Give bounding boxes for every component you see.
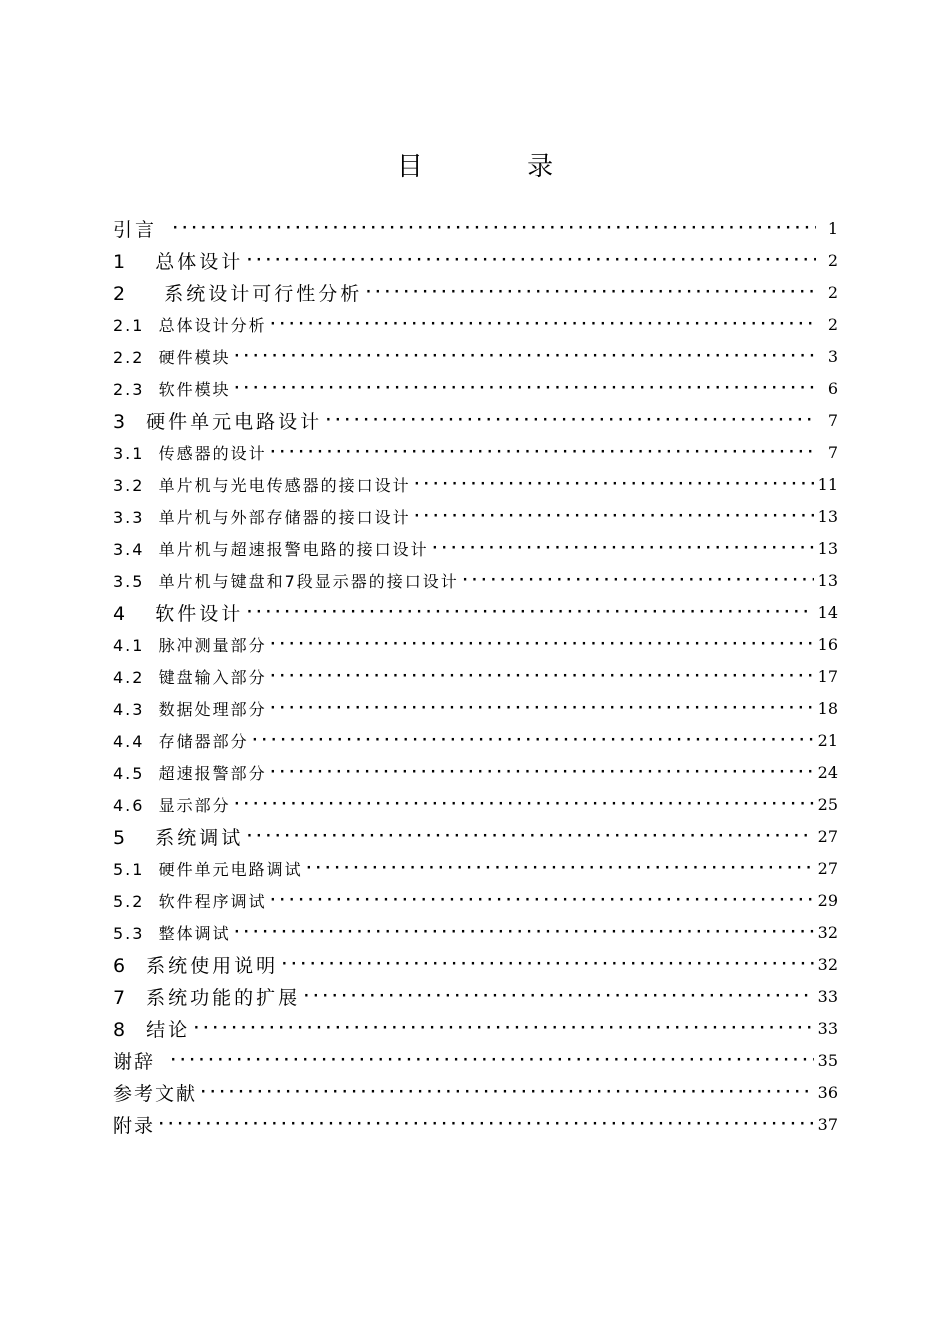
toc-entry-page: 2 (827, 250, 838, 270)
toc-entry[interactable] (113, 948, 838, 980)
toc-entry-label: 5.3 整体调试 (113, 923, 231, 943)
toc-entry-label: 6 系统使用说明 (113, 954, 279, 977)
toc-entry[interactable] (113, 916, 838, 948)
dot-leader (269, 893, 814, 907)
toc-entry-label: 引言 (113, 218, 158, 241)
toc-entry[interactable] (113, 788, 838, 820)
toc-entry[interactable] (113, 564, 838, 596)
toc-entry-page: 2 (827, 282, 838, 302)
toc-entry-page: 35 (817, 1050, 838, 1070)
toc-entry-page: 2 (827, 314, 838, 334)
toc-entry[interactable] (113, 244, 838, 276)
toc-entry-page: 33 (817, 1018, 838, 1038)
toc-entry-label: 谢辞 (113, 1050, 156, 1073)
toc-entry[interactable] (113, 820, 838, 852)
toc-entry[interactable] (113, 500, 838, 532)
toc-entry-page: 37 (817, 1114, 838, 1134)
toc-entry-label: 4.1 脉冲测量部分 (113, 635, 267, 655)
toc-entry-page: 1 (827, 218, 838, 238)
dot-leader (169, 1053, 814, 1067)
toc-entry-label: 5.2 软件程序调试 (113, 891, 267, 911)
toc-entry[interactable] (113, 308, 838, 340)
toc-entry-label: 7 系统功能的扩展 (113, 986, 301, 1009)
toc-entry[interactable] (113, 468, 838, 500)
dot-leader (157, 1117, 814, 1131)
toc-entry-page: 17 (817, 666, 838, 686)
toc-entry-page: 36 (817, 1082, 838, 1102)
toc-entry-page: 18 (817, 698, 838, 718)
dot-leader (233, 797, 814, 811)
dot-leader (269, 765, 814, 779)
toc-entry-page: 21 (817, 730, 838, 750)
toc-entry[interactable] (113, 980, 838, 1012)
toc-entry-page: 13 (817, 506, 838, 526)
toc-entry-page: 14 (817, 602, 838, 622)
toc-entry-page: 7 (827, 442, 838, 462)
toc-entry-label: 4.4 存储器部分 (113, 731, 249, 751)
toc-entry-page: 11 (817, 474, 838, 494)
dot-leader (461, 573, 814, 587)
dot-leader (233, 925, 814, 939)
dot-leader (251, 733, 814, 747)
toc-entry[interactable] (113, 852, 838, 884)
toc-entry-page: 13 (817, 538, 838, 558)
toc-entry[interactable] (113, 436, 838, 468)
toc-entry[interactable] (113, 404, 838, 436)
toc-entry-label: 4.2 键盘输入部分 (113, 667, 267, 687)
dot-leader (269, 701, 814, 715)
dot-leader (269, 669, 814, 683)
toc-entry[interactable] (113, 884, 838, 916)
toc-entry[interactable] (113, 1076, 838, 1108)
toc-entry[interactable] (113, 372, 838, 404)
dot-leader (233, 381, 816, 395)
toc-entry-page: 27 (817, 826, 838, 846)
dot-leader (413, 477, 814, 491)
toc-entry-page: 27 (817, 858, 838, 878)
dot-leader (324, 413, 816, 427)
toc-entry-page: 7 (827, 410, 838, 430)
toc-entry[interactable] (113, 1012, 838, 1044)
dot-leader (171, 221, 816, 235)
toc-entry-page: 6 (827, 378, 838, 398)
toc-entry[interactable] (113, 660, 838, 692)
toc-entry-label: 4.5 超速报警部分 (113, 763, 267, 783)
toc-entry-page: 25 (817, 794, 838, 814)
toc-entry[interactable] (113, 1108, 838, 1140)
toc-entry-label: 4.6 显示部分 (113, 795, 231, 815)
dot-leader (364, 285, 816, 299)
toc-entry-label: 3.3 单片机与外部存储器的接口设计 (113, 507, 411, 527)
toc-entry-page: 16 (817, 634, 838, 654)
toc-entry-label: 5 系统调试 (113, 826, 244, 849)
toc-entry-label: 参考文献 (113, 1082, 198, 1105)
dot-leader (269, 637, 814, 651)
dot-leader (305, 861, 814, 875)
toc-entry-label: 8 结论 (113, 1018, 191, 1041)
toc-entry-label: 附录 (113, 1114, 156, 1137)
toc-entry[interactable] (113, 340, 838, 372)
toc-entry[interactable] (113, 276, 838, 308)
dot-leader (233, 349, 816, 363)
toc-entry-page: 32 (817, 922, 838, 942)
toc-entry[interactable] (113, 596, 838, 628)
toc-entry-page: 32 (817, 954, 838, 974)
toc-entry-label: 2.3 软件模块 (113, 379, 231, 399)
dot-leader (245, 829, 813, 843)
toc-entry-page: 3 (827, 346, 838, 366)
toc-entry[interactable] (113, 724, 838, 756)
toc-entry-label: 3.4 单片机与超速报警电路的接口设计 (113, 539, 429, 559)
dot-leader (269, 445, 816, 459)
toc-entry[interactable] (113, 212, 838, 244)
page-title: 目 录 (396, 152, 602, 182)
toc-entry[interactable] (113, 532, 838, 564)
toc-entry-label: 2.1 总体设计分析 (113, 315, 267, 335)
toc-entry[interactable] (113, 1044, 838, 1076)
dot-leader (245, 605, 813, 619)
toc-entry-label: 3.2 单片机与光电传感器的接口设计 (113, 475, 411, 495)
toc-entry-page: 29 (817, 890, 838, 910)
dot-leader (245, 253, 816, 267)
toc-entry-label: 2.2 硬件模块 (113, 347, 231, 367)
toc-entry-label: 3.1 传感器的设计 (113, 443, 267, 463)
dot-leader (192, 1021, 813, 1035)
toc-entry[interactable] (113, 692, 838, 724)
toc-entry-label: 5.1 硬件单元电路调试 (113, 859, 303, 879)
toc-entry-label: 2 系统设计可行性分析 (113, 282, 363, 305)
table-of-contents (113, 212, 838, 1140)
toc-entry[interactable] (113, 628, 838, 660)
dot-leader (413, 509, 814, 523)
toc-entry[interactable] (113, 756, 838, 788)
dot-leader (431, 541, 814, 555)
toc-entry-page: 33 (817, 986, 838, 1006)
toc-entry-page: 24 (817, 762, 838, 782)
toc-entry-label: 3 硬件单元电路设计 (113, 410, 323, 433)
dot-leader (302, 989, 813, 1003)
dot-leader (280, 957, 813, 971)
toc-entry-label: 4 软件设计 (113, 602, 244, 625)
dot-leader (199, 1085, 814, 1099)
toc-entry-label: 4.3 数据处理部分 (113, 699, 267, 719)
toc-entry-label: 3.5 单片机与键盘和7段显示器的接口设计 (113, 571, 459, 591)
toc-entry-page: 13 (817, 570, 838, 590)
toc-entry-label: 1 总体设计 (113, 250, 244, 273)
dot-leader (269, 317, 816, 331)
